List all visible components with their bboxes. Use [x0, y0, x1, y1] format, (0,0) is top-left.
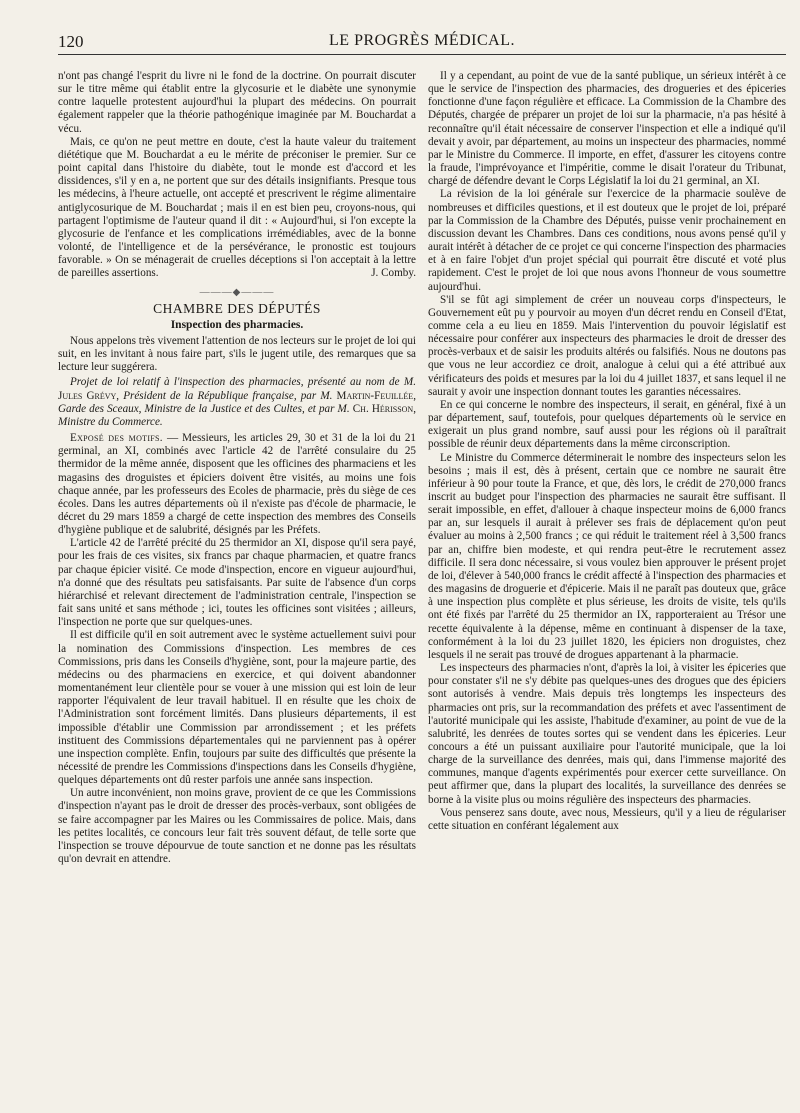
paragraph: Vous penserez sans doute, avec nous, Messieurs, qu'il y a lieu de régulariser cette situation en conférant légalement aux	[428, 806, 786, 832]
text-columns	[58, 70, 786, 866]
paragraph: Nous appelons très vivement l'attention de nos lecteurs sur le projet de loi qui suit, en les invitant à nous faire part, s'ils le jugent utile, des remarques que sa lecture leur suggérera.	[58, 334, 416, 374]
paragraph: L'article 42 de l'arrêté précité du 25 thermidor an XI, dispose qu'il sera payé, pour les frais de ces visites, six francs par chaque pharmacien, et quatre francs par chaque épicier visité. Ce mode d'inspection, encore en vigueur aujourd'hui, n'a donné que des résultats peu satisfaisants. Par suite de l'absence d'un corps hiérarchisé et relevant directement de l'administration centrale, l'inspection se fait sans unité et sans méthode ; ici, toutes les officines sont visitées ; ailleurs, l'inspection ne porte que sur quelques-unes.	[58, 537, 416, 629]
paragraph: La révision de la loi générale sur l'exercice de la pharmacie soulève de nombreuses et difficiles questions, et il est douteux que le projet de loi, préparé par la Commission de la Chambre des Députés, puisse venir prochainement en discussion devant les Chambres. Dans ces conditions, nous avons pensé qu'il y aurait intérêt à détacher de ce projet ce qui concerne l'inspection des pharmacies et à en faire l'objet d'un projet spécial qui pourrait être discuté et voté plus rapidement. C'est le projet de loi que nous avons l'honneur de vous soumettre aujourd'hui.	[428, 188, 786, 293]
bill-title	[58, 376, 416, 429]
author-signature: J. Comby.	[371, 267, 416, 280]
bill-person-name: Martin-Feuillée,	[336, 389, 416, 402]
bill-person-name: Jules Grévy,	[58, 389, 120, 402]
section-title: CHAMBRE DES DÉPUTÉS	[153, 300, 321, 316]
subsection-title: Inspection des pharmacies.	[170, 318, 304, 331]
paragraph: Il y a cependant, au point de vue de la santé publique, un sérieux intérêt à ce que le service de l'inspection des pharmacies, des drogueries et des épiceries fonctionne d'une façon régulière et efficace. La Commission de la Chambre des Députés, chargée de préparer un projet de loi sur la pharmacie, n'a pas hésité à reconnaître qu'il était nécessaire de conserver l'inspection et elle a indiqué qu'il devait y avoir, par département, au moins un inspecteur des pharmacies, nommé par le Ministre du Commerce. Il importe, en effet, d'assurer les citoyens contre la fraude, l'imprévoyance et l'impéritie, comme le disait l'orateur du Tribunat, chargé de défendre devant le Corps Législatif la loi du 21 germinal, an XI.	[428, 70, 786, 188]
header-rule	[58, 54, 786, 55]
ornamental-separator: ———◆———	[199, 286, 275, 298]
left-column	[58, 70, 416, 866]
paragraph: Les inspecteurs des pharmacies n'ont, d'après la loi, à visiter les épiceries que pour constater s'il ne s'y débite pas quelques-unes des drogues que des épiciers sont autorisés à vendre. Mais depuis très longtemps les inspecteurs des pharmacies ont pris, sur la recommandation des préfets et avec l'assentiment de l'autorité municipale qui les assiste, l'habitude d'examiner, au point de vue de la salubrité, les denrées de toutes sortes qui se vendent dans les épiceries. Leur concours a été un puissant auxiliaire pour l'autorité municipale, que la loi charge de la surveillance des denrées, mais qui, dans l'immense majorité des communes, manque d'agents expérimentés pour exercer cette surveillance. On peut affirmer que, dans la plupart des localités, la surveillance des denrées se borne à la visite plus ou moins régulière des inspecteurs des pharmacies.	[428, 662, 786, 806]
paragraph-text: Mais, ce qu'on ne peut mettre en doute, c'est la haute valeur du traitement diététique que M. Bouchardat a eu le mérite de préconiser le premier. Sur ce point capital dans l'histoire du diabète, tout le monde est d'accord et les dissidences, s'il y en a, ne portent que sur des détails insignifiants. Presque tous les médecins, à l'heure actuelle, ont accepté et prescrivent le régime alimentaire antiglycosurique de M. Bouchardat ; mais il en est bien peu, croyons-nous, qui partagent l'optimisme de l'auteur quand il dit : « Aujourd'hui, si l'on excepte la glycosurie de l'enfance et les complications irrémédiables, avec de la bonne volonté, de l'intelligence et de la persévérance, le pronostic est toujours favorable. » On se ménagerait de cruelles déceptions si l'on acceptait à la lettre de pareilles assertions.	[58, 135, 416, 280]
paragraph: Le Ministre du Commerce déterminerait le nombre des inspecteurs selon les besoins ; mais il est, dès à présent, certain que ce nombre ne saurait être inférieur à 90 pour toute la France, et que, dès lors, le crédit de 270,000 francs inscrit au budget pour l'inspection des pharmacies ne saurait être suffisant. Il serait impossible, en effet, d'allouer à chaque inspecteur moins de 6,000 francs par an, sur lesquels il aurait à prélever ses frais de déplacement qu'on peut évaluer au moins à 2,500 francs ; ce qui réduit le traitement réel à 3,500 francs par an, chiffre bien modeste, et qui rendra peut-être le recrutement assez difficile. Il sera donc nécessaire, si vous voulez bien approuver le présent projet de loi, d'élever à 540,000 francs le crédit affecté à l'inspection des pharmacies et des magasins de droguerie et d'épicerie. Mais il ne paraît pas douteux que, grâce à une inspection plus complète et plus sérieuse, les droits de visite, tels qu'ils ont été fixés par l'arrêté du 25 thermidor an IX, rapporteraient au Trésor une recette équivalente à la dépense, même en continuant à dispenser de la taxe, conformément à la loi du 23 juillet 1820, les épiciers non droguistes, chez lesquels il ne serait pas trouvé de drogues appartenant à la pharmacie.	[428, 451, 786, 661]
paragraph: En ce qui concerne le nombre des inspecteurs, il serait, en général, fixé à un par département, sauf, toutefois, pour quelques départements où le service en exigerait un plus grand nombre, sauf aussi pour les régions où il paraîtrait possible de réunir deux départements dans la même circonscription.	[428, 398, 786, 451]
bill-title-part: Président de la République française, par M.	[123, 389, 333, 402]
bill-person-name: Ch. Hérisson,	[352, 402, 416, 415]
right-column	[428, 70, 786, 866]
paragraph	[58, 432, 416, 537]
paragraph: S'il se fût agi simplement de créer un nouveau corps d'inspecteurs, le Gouvernement eût pu y pourvoir au moyen d'un décret rendu en Conseil d'Etat, comme cela a eu lieu en 1859. Mais l'intervention du pouvoir législatif est nécessaire pour conférer aux inspecteurs des pharmacies le droit de dresser des procès-verbaux et de saisir les produits altérés ou falsifiés. Nous ne doutons pas que vous ne leur accordiez ce droit, analogue à celui qui a été attribué aux vérificateurs des poids et mesures par la loi du 4 juillet 1837, et sans lequel il ne saurait y avoir une inspection donnant toutes les garanties nécessaires.	[428, 293, 786, 398]
separator-ornament: ◆	[232, 286, 242, 298]
page-header	[58, 28, 786, 54]
paragraph: Il est difficile qu'il en soit autrement avec le système actuellement suivi pour la nomination des Commissions d'inspection. Les membres de ces Commissions, pris dans les Conseils d'hygiène, sont, pour la majeure partie, des médecins ou des pharmaciens en exercice, et qui doivent abandonner momentanément leur clientèle pour se vouer à une mission qui est loin de leur rapporter l'équivalent de leur travail habituel. Il en résulte que les choix de l'Administration sont forcément limités. Dans plusieurs départements, il est impossible d'établir une Commission par arrondissement ; et les préfets instituent des Commissions départementales qui ne parviennent pas à opérer une inspection complète. Enfin, toujours par suite des difficultés que présente la nécessité de prendre les Commissions d'inspections dans les Conseils d'hygiène, quelques départements ont dû rester parfois une année sans inspection.	[58, 629, 416, 787]
paragraph: n'ont pas changé l'esprit du livre ni le fond de la doctrine. On pourrait discuter sur le titre même qui établit entre la glycosurie et le diabète une synonymie contre laquelle protestent aujourd'hui la plupart des médecins. On pourrait également rappeler que la théorie pathogénique imaginée par M. Bouchardat a vécu.	[58, 70, 416, 135]
expose-lead-in: Exposé des motifs.	[70, 432, 163, 445]
bill-title-part: Projet de loi relatif à l'inspection des pharmacies, présenté au nom de M.	[70, 376, 416, 389]
paragraph: Un autre inconvénient, non moins grave, provient de ce que les Commissions d'inspection n'ayant pas le droit de dresser des procès-verbaux, sont obligées de se faire accompagner par les Maires ou les Commissaires de police. Mais, dans les petites localités, ce concours leur fait très souvent défaut, de telle sorte que l'inspection se trouve dépourvue de toute sanction et ne donne pas les résultats qu'on devrait en attendre.	[58, 787, 416, 866]
journal-title: LE PROGRÈS MÉDICAL.	[329, 32, 515, 49]
paragraph-text: — Messieurs, les articles 29, 30 et 31 de la loi du 21 germinal, an XI, combinés avec l'article 42 de l'arrêté consulaire du 25 thermidor de la même année, disposent que les officines des pharmaciens et les magasins des droguistes et épiciers doivent être visités, au moins une fois chaque année, par les professeurs des Ecoles de pharmacie, près du siège de ces écoles. Dans les autres départements où il n'existe pas d'école de pharmacie, le décret du 29 mars 1859 a chargé de cette inspection des membres des Conseils d'hygiène publique et de salubrité, désignés par les Préfets.	[58, 432, 416, 537]
bill-title-part: Ministre du Commerce.	[58, 415, 163, 428]
page-number: 120	[58, 32, 84, 51]
bill-title-part: Garde des Sceaux, Ministre de la Justice et des Cultes, et par M.	[58, 402, 350, 415]
paragraph	[58, 136, 416, 281]
